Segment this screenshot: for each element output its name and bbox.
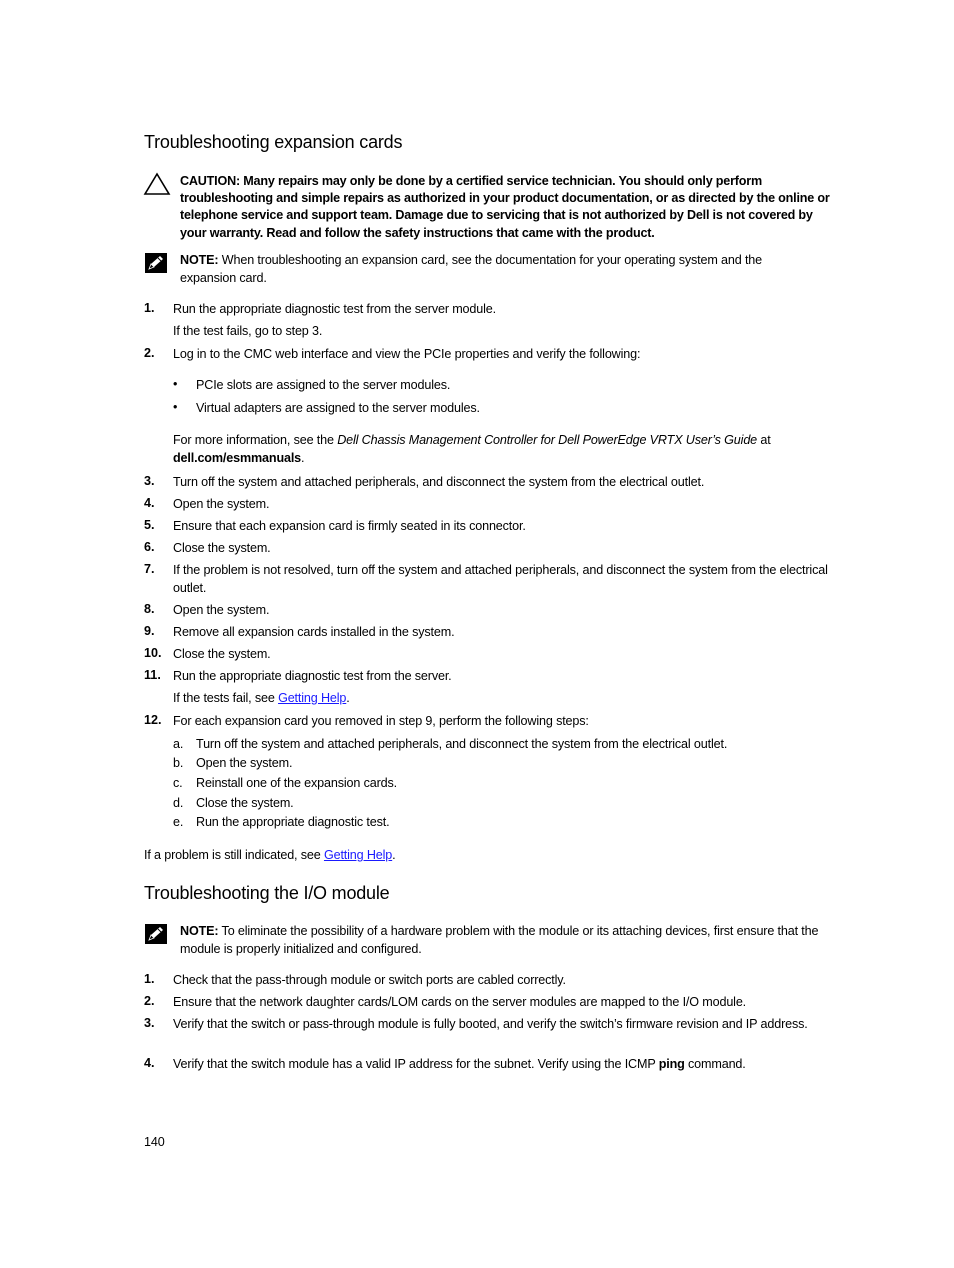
step-number: 1. [144, 972, 155, 986]
step-text: Check that the pass-through module or switch ports are cabled correctly. [173, 973, 566, 987]
substep-letter: c. [173, 776, 183, 790]
subtext-end: . [346, 691, 350, 705]
note-text: When troubleshooting an expansion card, see the documentation for your operating system and the expansion card. [180, 253, 763, 285]
step-number: 3. [144, 474, 155, 488]
step-number: 3. [144, 1016, 155, 1030]
step-text: For each expansion card you removed in step 9, perform the following steps: [173, 714, 589, 728]
step-text: Remove all expansion cards installed in the system. [173, 625, 455, 639]
caution-text: CAUTION: Many repairs may only be done by a certified service technician. You should only perform troubleshooting and simple repairs as authorized in your product documentation, or as directed by the online or telephone service and support team. Damage due to servicing that is not authorized by Dell is not covered by your warranty. Read and follow the safety instructions that came with the product. [180, 174, 830, 240]
step-number: 11. [144, 668, 161, 682]
step-number: 8. [144, 602, 155, 616]
note-io-module [180, 923, 844, 958]
final-paragraph [144, 847, 396, 865]
section-title-io-module: Troubleshooting the I/O module [144, 883, 390, 903]
more-info-end: . [301, 450, 305, 465]
step-number: 5. [144, 518, 155, 532]
step-text: Open the system. [173, 603, 270, 617]
step-subtext [173, 690, 350, 708]
step-text: Close the system. [173, 647, 271, 661]
step-text: Ensure that the network daughter cards/LOM cards on the server modules are mapped to the I/O module. [173, 995, 747, 1009]
substep-text: Turn off the system and attached peripherals, and disconnect the system from the electrical outlet. [196, 737, 728, 751]
getting-help-link[interactable]: Getting Help [278, 691, 347, 705]
step-subtext: If the test fails, go to step 3. [173, 324, 323, 338]
final-end: . [392, 848, 396, 862]
caution-icon [143, 172, 171, 196]
step-number: 10. [144, 646, 162, 660]
page-number: 140 [144, 1135, 165, 1149]
bullet-text: PCIe slots are assigned to the server modules. [196, 378, 451, 392]
step4-end: command. [684, 1057, 746, 1071]
subtext-prefix: If the tests fail, see [173, 691, 279, 705]
bullet-icon: • [173, 400, 178, 414]
step-text: Ensure that each expansion card is firmly seated in its connector. [173, 519, 526, 533]
step-text: If the problem is not resolved, turn off the system and attached peripherals, and disconnect the system from the electrical outlet. [173, 563, 828, 595]
note-expansion-card [180, 252, 820, 287]
step-number: 4. [144, 496, 155, 510]
step-number: 9. [144, 624, 155, 638]
step-number: 6. [144, 540, 155, 554]
guide-title: Dell Chassis Management Controller for Dell PowerEdge VRTX User’s Guide [337, 433, 758, 447]
manuals-url: dell.com/esmmanuals [173, 450, 302, 465]
substep-letter: b. [173, 756, 184, 770]
note-text: To eliminate the possibility of a hardware problem with the module or its attaching devices, first ensure that the module is properly initialized and configured. [180, 924, 819, 956]
step-number: 2. [144, 994, 155, 1008]
final-prefix: If a problem is still indicated, see [144, 848, 324, 862]
substep-letter: e. [173, 815, 184, 829]
step-text: Run the appropriate diagnostic test from the server. [173, 669, 452, 683]
step-number: 12. [144, 713, 162, 727]
step-text: Open the system. [173, 497, 270, 511]
step-text: Verify that the switch or pass-through module is fully booted, and verify the switch’s firmware revision and IP address. [173, 1017, 808, 1031]
more-info-at: at [757, 433, 771, 447]
step-text: Turn off the system and attached peripherals, and disconnect the system from the electrical outlet. [173, 475, 705, 489]
substep-letter: d. [173, 796, 184, 810]
substep-text: Run the appropriate diagnostic test. [196, 815, 390, 829]
step-text [173, 1056, 746, 1074]
note-pencil-icon [145, 253, 167, 273]
ping-command: ping [658, 1057, 685, 1071]
substep-text: Reinstall one of the expansion cards. [196, 776, 397, 790]
getting-help-link[interactable]: Getting Help [323, 848, 393, 862]
more-info-prefix: For more information, see the [173, 433, 338, 447]
step-number: 4. [144, 1056, 155, 1070]
step-number: 1. [144, 301, 155, 315]
more-info-paragraph [173, 432, 833, 467]
note-label: NOTE: [180, 253, 219, 267]
bullet-icon: • [173, 377, 178, 391]
substep-text: Open the system. [196, 756, 293, 770]
step-text: Close the system. [173, 541, 271, 555]
substep-letter: a. [173, 737, 184, 751]
step-text: Log in to the CMC web interface and view the PCIe properties and verify the following: [173, 347, 641, 361]
step4-prefix: Verify that the switch module has a valid IP address for the subnet. Verify using the ICMP [173, 1057, 659, 1071]
note-label: NOTE: [180, 924, 219, 938]
bullet-text: Virtual adapters are assigned to the server modules. [196, 401, 480, 415]
section-title-expansion-cards: Troubleshooting expansion cards [144, 132, 403, 152]
step-text: Run the appropriate diagnostic test from the server module. [173, 302, 496, 316]
note-pencil-icon [145, 924, 167, 944]
step-number: 2. [144, 346, 155, 360]
substep-text: Close the system. [196, 796, 294, 810]
step-number: 7. [144, 562, 155, 576]
